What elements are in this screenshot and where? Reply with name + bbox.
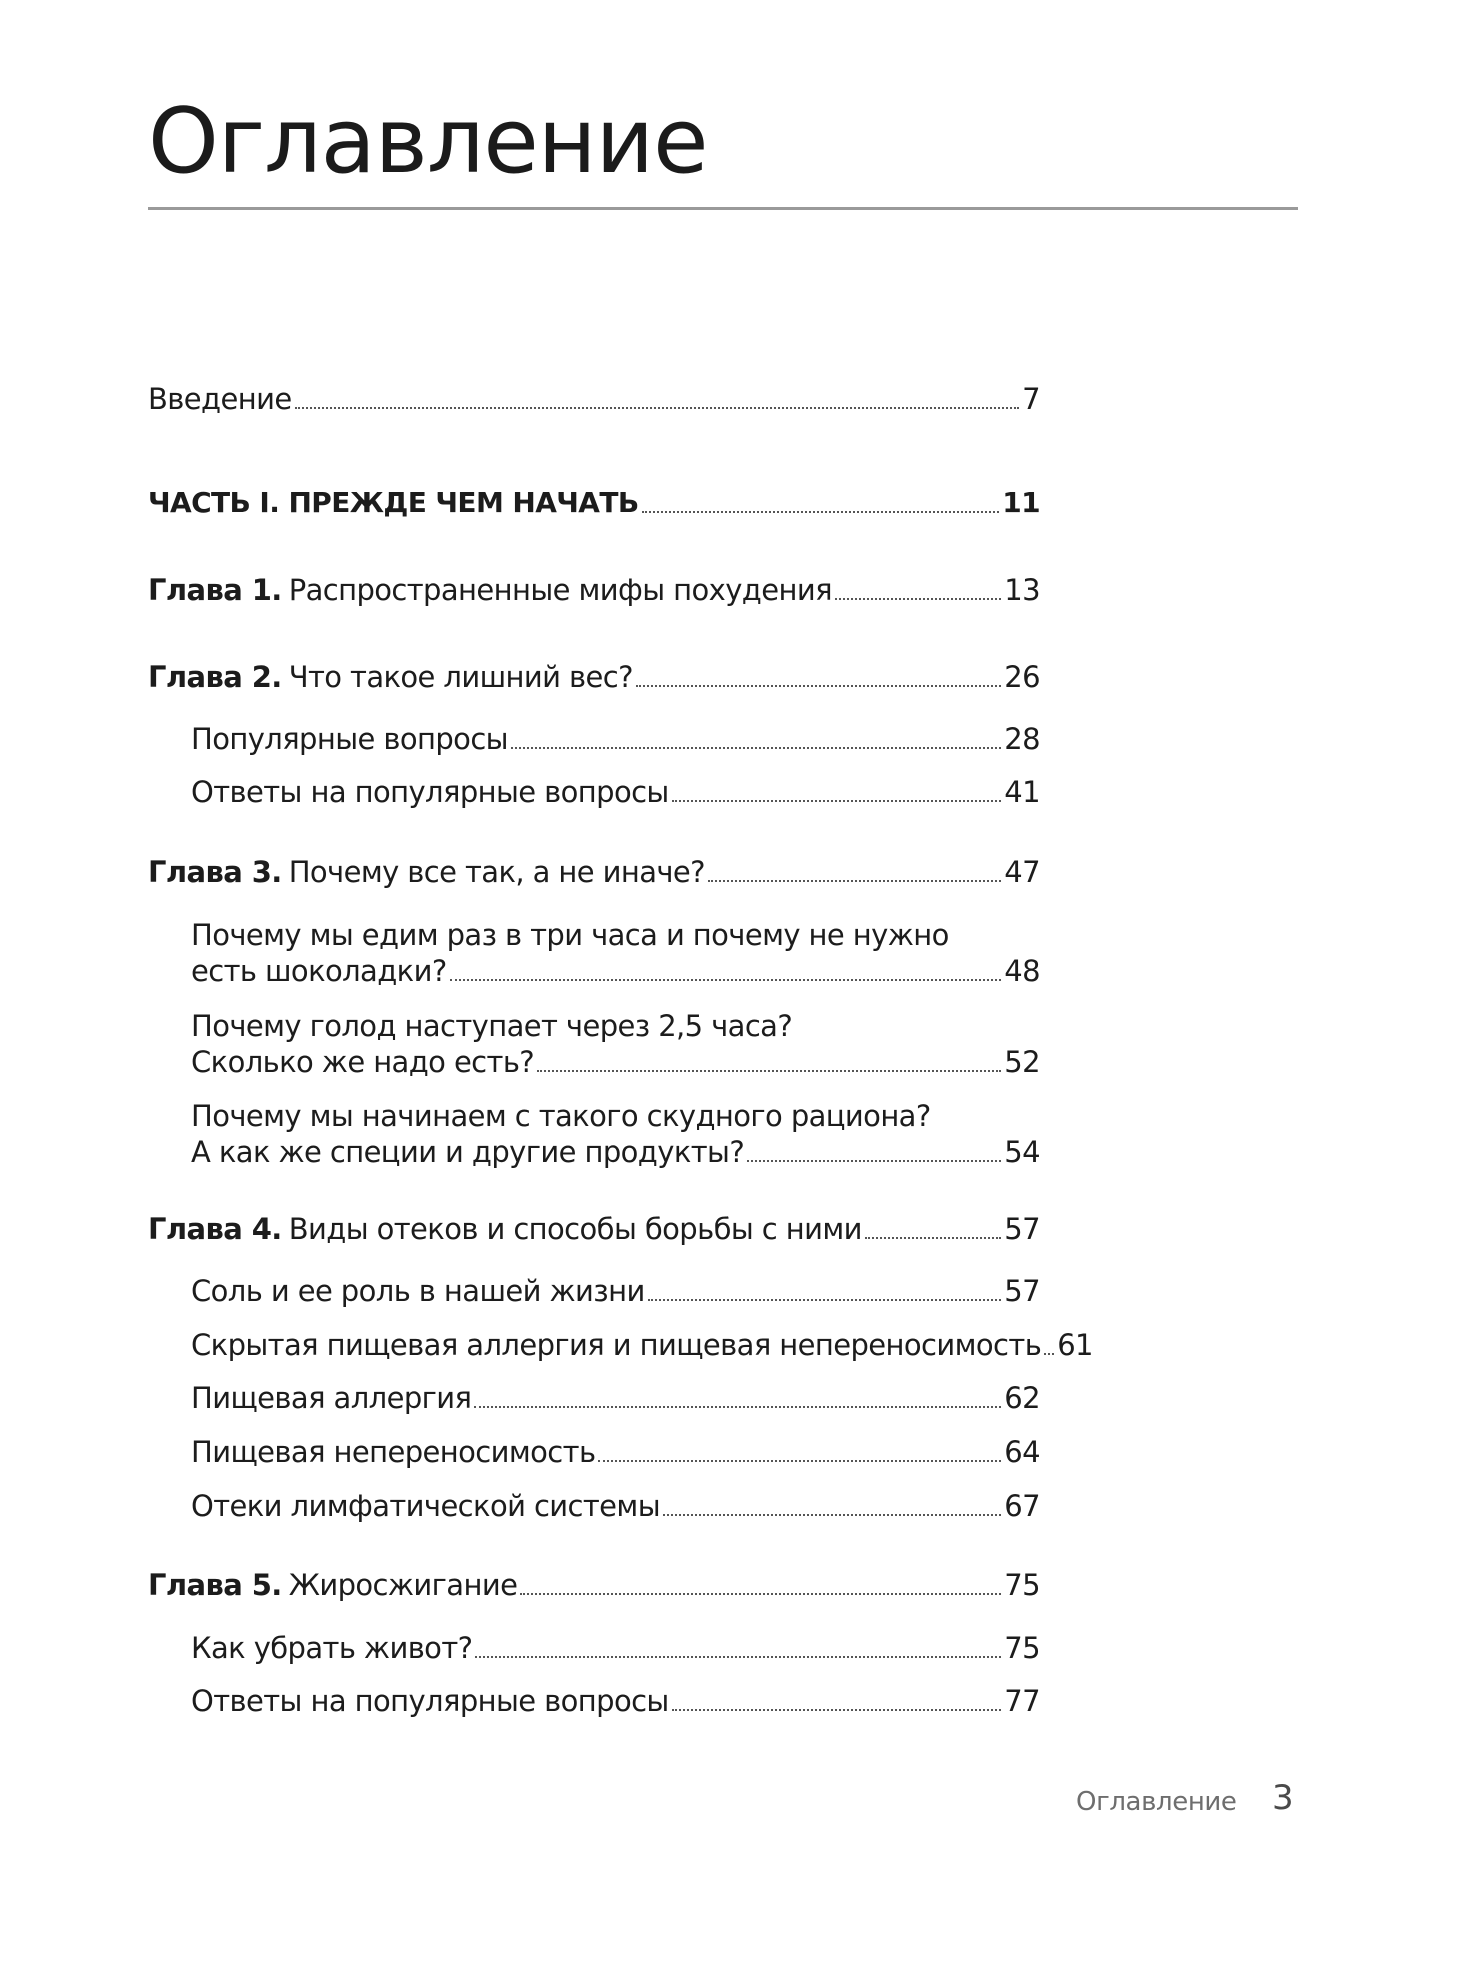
toc-page-number: 57 [1004,1212,1040,1246]
toc-section-4-4[interactable] [191,1434,1040,1470]
chapter-prefix: Глава 5. [148,1568,282,1602]
toc-section-2-1[interactable] [191,721,1040,757]
toc-entry-label-cont: Сколько же надо есть? [191,1045,535,1079]
toc-page-number: 47 [1004,855,1040,889]
toc-page-number: 28 [1004,722,1040,756]
toc-section-2-2[interactable] [191,774,1040,810]
toc-leader-dots [598,1460,1001,1462]
toc-section-4-1[interactable] [191,1273,1040,1309]
toc-section-4-2[interactable] [191,1327,1093,1363]
toc-leader-dots [663,1514,1001,1516]
toc-leader-dots [474,1406,1001,1408]
toc-entry-label: Отеки лимфатической системы [191,1489,660,1523]
toc-entry-label: Скрытая пищевая аллергия и пищевая непереносимость [191,1328,1042,1362]
toc-entry-label: Почему голод наступает через 2,5 часа? [191,1009,793,1043]
toc-entry-label: Популярные вопросы [191,722,508,756]
toc-leader-dots [636,685,1001,687]
toc-chapter-3[interactable] [148,854,1040,890]
toc-entry-label: Пищевая непереносимость [191,1435,596,1469]
toc-leader-dots [450,979,1002,981]
toc-entry-intro[interactable] [148,381,1040,417]
toc-leader-dots [642,511,1000,513]
toc-page-number: 75 [1004,1568,1040,1602]
chapter-prefix: Глава 2. [148,660,282,694]
toc-chapter-2[interactable] [148,659,1040,695]
toc-entry-label: Жиросжигание [288,1568,518,1602]
toc-entry-label: Пищевая аллергия [191,1381,472,1415]
toc-leader-dots [835,598,1001,600]
toc-section-4-5[interactable] [191,1488,1040,1524]
page-number: 3 [1272,1778,1294,1818]
toc-section-3-3[interactable] [191,1098,1040,1170]
toc-leader-dots [1044,1353,1054,1355]
toc-entry-label: Почему все так, а не иначе? [288,855,705,889]
toc-entry-label: Ответы на популярные вопросы [191,1684,669,1718]
toc-entry-label: Распространенные мифы похудения [288,573,832,607]
toc-page-number: 75 [1004,1631,1040,1665]
toc-entry-label: Введение [148,382,292,416]
toc-entry-label: Виды отеков и способы борьбы с ними [288,1212,862,1246]
toc-leader-dots [511,747,1001,749]
toc-page-number: 67 [1004,1489,1040,1523]
toc-chapter-1[interactable] [148,572,1040,608]
toc-leader-dots [672,1709,1002,1711]
toc-leader-dots [520,1593,1001,1595]
toc-page-number: 26 [1004,660,1040,694]
running-footer-section: Оглавление [1076,1787,1237,1817]
toc-leader-dots [475,1656,1001,1658]
toc-page-number: 41 [1004,775,1040,809]
toc-page-number: 57 [1004,1274,1040,1308]
toc-entry-label-cont: А как же специи и другие продукты? [191,1135,745,1169]
toc-leader-dots [295,407,1020,409]
toc-leader-dots [747,1160,1001,1162]
toc-section-5-1[interactable] [191,1630,1040,1666]
toc-page-number: 52 [1004,1045,1040,1079]
toc-chapter-5[interactable] [148,1567,1040,1603]
toc-page-number: 62 [1004,1381,1040,1415]
chapter-prefix: Глава 4. [148,1212,282,1246]
toc-page-number: 61 [1057,1328,1093,1362]
toc-leader-dots [865,1237,1001,1239]
toc-leader-dots [537,1070,1001,1072]
toc-entry-label: Ответы на популярные вопросы [191,775,669,809]
toc-entry-label: Почему мы едим раз в три часа и почему не нужно [191,918,949,952]
toc-entry-label: Как убрать живот? [191,1631,473,1665]
chapter-prefix: Глава 3. [148,855,282,889]
toc-entry-label: Почему мы начинаем с такого скудного рациона? [191,1099,931,1133]
toc-page-number: 48 [1004,954,1040,988]
toc-page-number: 54 [1004,1135,1040,1169]
toc-section-3-2[interactable] [191,1008,1040,1080]
toc-entry-label: Что такое лишний вес? [288,660,633,694]
toc-page-number: 7 [1022,382,1040,416]
toc-part-label: ЧАСТЬ I. ПРЕЖДЕ ЧЕМ НАЧАТЬ [148,486,639,519]
toc-entry-label: Соль и ее роль в нашей жизни [191,1274,645,1308]
page-title: Оглавление [148,89,708,194]
toc-leader-dots [672,800,1002,802]
toc-entry-label-cont: есть шоколадки? [191,954,447,988]
chapter-prefix: Глава 1. [148,573,282,607]
toc-page-number: 13 [1004,573,1040,607]
toc-part-1[interactable] [148,485,1040,521]
toc-page-number: 77 [1004,1684,1040,1718]
toc-page-number: 64 [1004,1435,1040,1469]
title-divider [148,207,1298,210]
toc-section-5-2[interactable] [191,1683,1040,1719]
toc-chapter-4[interactable] [148,1211,1040,1247]
toc-section-3-1[interactable] [191,917,1040,989]
toc-leader-dots [648,1299,1002,1301]
toc-page-number: 11 [1002,486,1040,519]
toc-section-4-3[interactable] [191,1380,1040,1416]
toc-leader-dots [708,880,1001,882]
